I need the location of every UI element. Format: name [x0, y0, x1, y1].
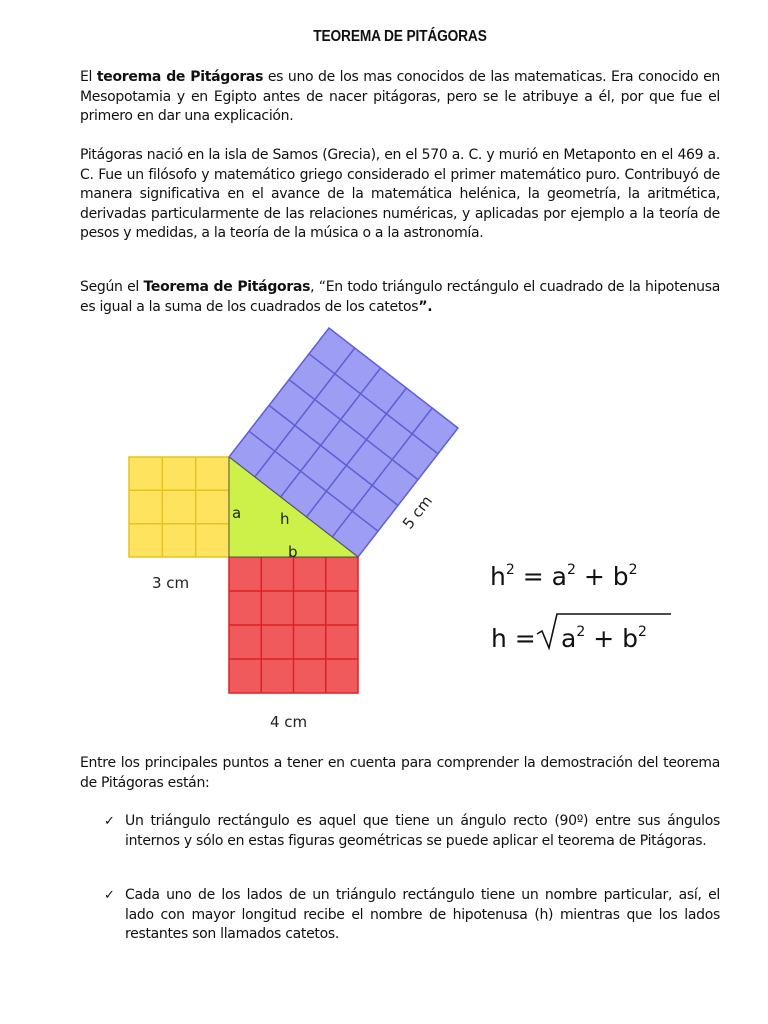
formula1-exp-b: 2 [628, 562, 638, 578]
theorem-pre: Según el [80, 279, 144, 295]
formula1-exp-a: 2 [566, 562, 576, 578]
label-b: b [288, 543, 298, 561]
formula2-exp-b: 2 [637, 624, 647, 640]
formula1-plus-b: + b [575, 562, 629, 591]
formula2-plus-b: + b [585, 624, 638, 653]
label-3cm: 3 cm [152, 574, 190, 592]
formula2-lhs: h = [491, 624, 536, 653]
checkmark-icon: ✓ [104, 888, 115, 903]
bullet-text-2: Cada uno de los lados de un triángulo rectángulo tiene un nombre particular, así, el lado con mayor longitud recibe el nombre de hipotenusa (h) mientras que los lados restantes son llamados catetos. [125, 887, 720, 942]
bullet-item-2 [104, 886, 720, 945]
theorem-post: , “En todo triángulo rectángulo el cuadrado de la hipotenusa es igual a la suma de los cuadrados de los catetos [80, 279, 720, 315]
bullet-item-1 [104, 812, 720, 851]
label-h: h [280, 510, 290, 528]
checkmark-icon: ✓ [104, 814, 115, 829]
svg-text:a2 + b2 [561, 624, 647, 653]
intro-pre: El [80, 69, 97, 85]
biography-paragraph: Pitágoras nació en la isla de Samos (Grecia), en el 570 a. C. y murió en Metaponto en el 469 a. C. Fue un filósofo y matemático griego considerado el primer matemático puro. Contribuyó de manera significativa en el avance de la matemática helénica, la geometría, la aritmética, derivadas particularmente de las relaciones numéricas, y aplicadas por ejemplo a la teoría de pesos y medidas, a la teoría de la música o a la astronomía. [80, 147, 720, 241]
yellow-square [129, 457, 229, 557]
formula1-h: h [490, 562, 506, 591]
label-a: a [232, 504, 242, 522]
label-5cm: 5 cm [398, 492, 437, 533]
theorem-end: ”. [418, 298, 433, 315]
document-title: TEOREMA DE PITÁGORAS [313, 28, 487, 45]
theorem-bold: Teorema de Pitágoras [143, 279, 311, 295]
points-intro-paragraph: Entre los principales puntos a tener en cuenta para comprender la demostración del teorema de Pitágoras están: [80, 755, 720, 791]
formula-root [491, 614, 671, 653]
formula2-a: a [561, 624, 577, 653]
formula-squares [490, 562, 638, 591]
formula2-exp-a: 2 [576, 624, 586, 640]
svg-text:h2 = a2 + b2 [490, 562, 638, 591]
formula1-eq-a: = a [514, 562, 567, 591]
intro-bold: teorema de Pitágoras [96, 69, 264, 85]
bullet-text-1: Un triángulo rectángulo es aquel que tiene un ángulo recto (90º) entre sus ángulos internos y sólo en estas figuras geométricas se puede aplicar el teorema de Pitágoras. [125, 813, 720, 849]
intro-post: es uno de los mas conocidos de las matematicas. Era conocido en Mesopotamia y en Egipto antes de nacer pitágoras, pero se le atribuye a él, por que fue el primero en dar una explicación. [80, 69, 721, 124]
formula1-exp-h: 2 [505, 562, 515, 578]
label-4cm: 4 cm [270, 713, 308, 731]
